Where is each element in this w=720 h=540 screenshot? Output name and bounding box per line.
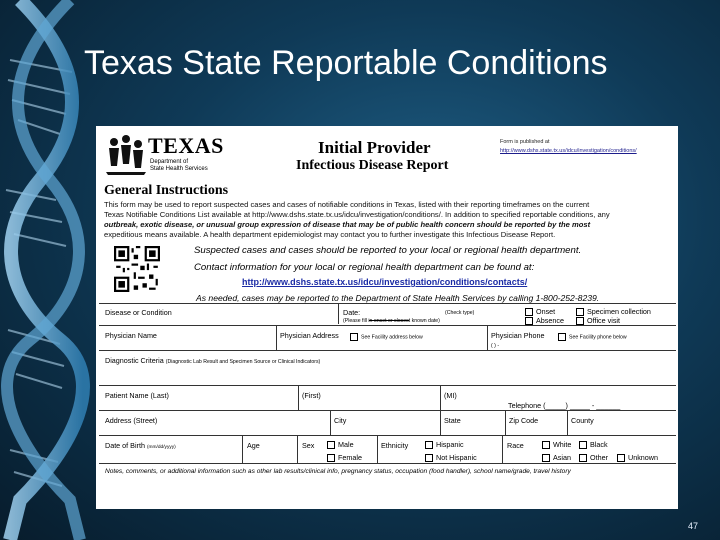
city-label: City bbox=[334, 416, 347, 425]
contact-info-line: Contact information for your local or regional health department can be found at: bbox=[194, 262, 535, 273]
not-hispanic-option[interactable]: Not Hispanic bbox=[425, 453, 477, 462]
texas-dshs-logo bbox=[104, 132, 252, 182]
qr-code-icon bbox=[114, 246, 160, 292]
county-label: County bbox=[571, 416, 594, 425]
report-form-image bbox=[96, 126, 678, 509]
zip-label: Zip Code bbox=[509, 416, 539, 425]
report-form-table bbox=[99, 303, 676, 509]
diagnostic-label: Diagnostic Criteria (Diagnostic Lab Result and Specimen Source or Clinical Indicators) bbox=[105, 356, 321, 365]
ethnicity-label: Ethnicity bbox=[381, 441, 409, 450]
onset-option[interactable]: Onset bbox=[525, 307, 555, 316]
disease-label: Disease or Condition bbox=[105, 308, 172, 317]
publish-notice: Form is published at http://www.dshs.state.tx.us/idcu/investigation/conditions/ bbox=[500, 139, 637, 154]
other-option[interactable]: Other bbox=[579, 453, 608, 462]
suspected-cases-line: Suspected cases and cases should be reported to your local or regional health department. bbox=[194, 245, 582, 256]
page-number: 47 bbox=[688, 521, 699, 531]
hispanic-option[interactable]: Hispanic bbox=[425, 440, 464, 449]
section-heading: General Instructions bbox=[104, 183, 229, 198]
male-option[interactable]: Male bbox=[327, 440, 354, 449]
date-note: (Please fill in onset or closest known date) bbox=[343, 318, 440, 324]
form-border-top bbox=[99, 303, 676, 304]
unknown-option[interactable]: Unknown bbox=[617, 453, 658, 462]
form-subtitle: Infectious Disease Report bbox=[296, 158, 449, 173]
form-title: Initial Provider bbox=[318, 138, 431, 157]
see-facility-address[interactable]: See Facility address below bbox=[350, 333, 423, 341]
publish-link: http://www.dshs.state.tx.us/idcu/investigation/conditions/ bbox=[500, 148, 637, 154]
specimen-option[interactable]: Specimen collection bbox=[576, 307, 651, 316]
dob-label: Date of Birth (mm/dd/yyyy) bbox=[105, 441, 176, 450]
office-visit-option[interactable]: Office visit bbox=[576, 316, 620, 325]
female-option[interactable]: Female bbox=[327, 453, 362, 462]
figures-logo-icon bbox=[104, 132, 148, 176]
physician-name-label: Physician Name bbox=[105, 331, 157, 340]
state-label: State bbox=[444, 416, 461, 425]
patient-last-label: Patient Name (Last) bbox=[105, 391, 169, 400]
contacts-link[interactable]: http://www.dshs.state.tx.us/idcu/investigation/conditions/contacts/ bbox=[242, 277, 528, 287]
instructions-paragraph: This form may be used to report suspected cases and cases of notifiable conditions in Texas, listed with their reporting timeframes on the current Texas Notifiable Conditions List available at http://www.dshs.state.tx.us/idcu/investigation/conditions/. In addition to specified reportable conditions, any outbreak, exotic disease, or unusual group expression of disease that may be of public health concern should be reported by the most expeditious means available. A health department epidemiologist may contact you to further investigate this Infectious Disease Report. bbox=[104, 200, 610, 239]
physician-phone-label: Physician Phone bbox=[491, 331, 545, 340]
physician-address-label: Physician Address bbox=[280, 331, 339, 340]
white-option[interactable]: White bbox=[542, 440, 571, 449]
see-facility-phone[interactable]: See Facility phone below bbox=[558, 333, 627, 341]
logo-texas-text: TEXAS bbox=[148, 133, 224, 158]
patient-first-label: (First) bbox=[302, 391, 321, 400]
slide-title: Texas State Reportable Conditions bbox=[84, 44, 608, 82]
logo-department-text: Department of State Health Services bbox=[150, 159, 208, 172]
date-label: Date: bbox=[343, 308, 361, 317]
age-label: Age bbox=[247, 441, 260, 450]
asian-option[interactable]: Asian bbox=[542, 453, 571, 462]
notes-label: Notes, comments, or additional information such as other lab results/clinical info, pregnancy status, occupation (food handler), school name/grade, travel history bbox=[105, 468, 571, 475]
patient-mi-label: (MI) bbox=[444, 391, 457, 400]
address-label: Address (Street) bbox=[105, 416, 158, 425]
race-label: Race bbox=[507, 441, 524, 450]
dshs-phone-line: As needed, cases may be reported to the Department of State Health Services by calling 1-800-252-8239. bbox=[196, 293, 600, 303]
check-type-note: (Check type) bbox=[445, 310, 475, 316]
telephone-label: Telephone (_____) _____ - ______ bbox=[508, 401, 621, 410]
absence-option[interactable]: Absence bbox=[525, 316, 564, 325]
sex-label: Sex bbox=[302, 441, 315, 450]
black-option[interactable]: Black bbox=[579, 440, 608, 449]
physician-phone-blank: ( ) - bbox=[491, 343, 500, 349]
